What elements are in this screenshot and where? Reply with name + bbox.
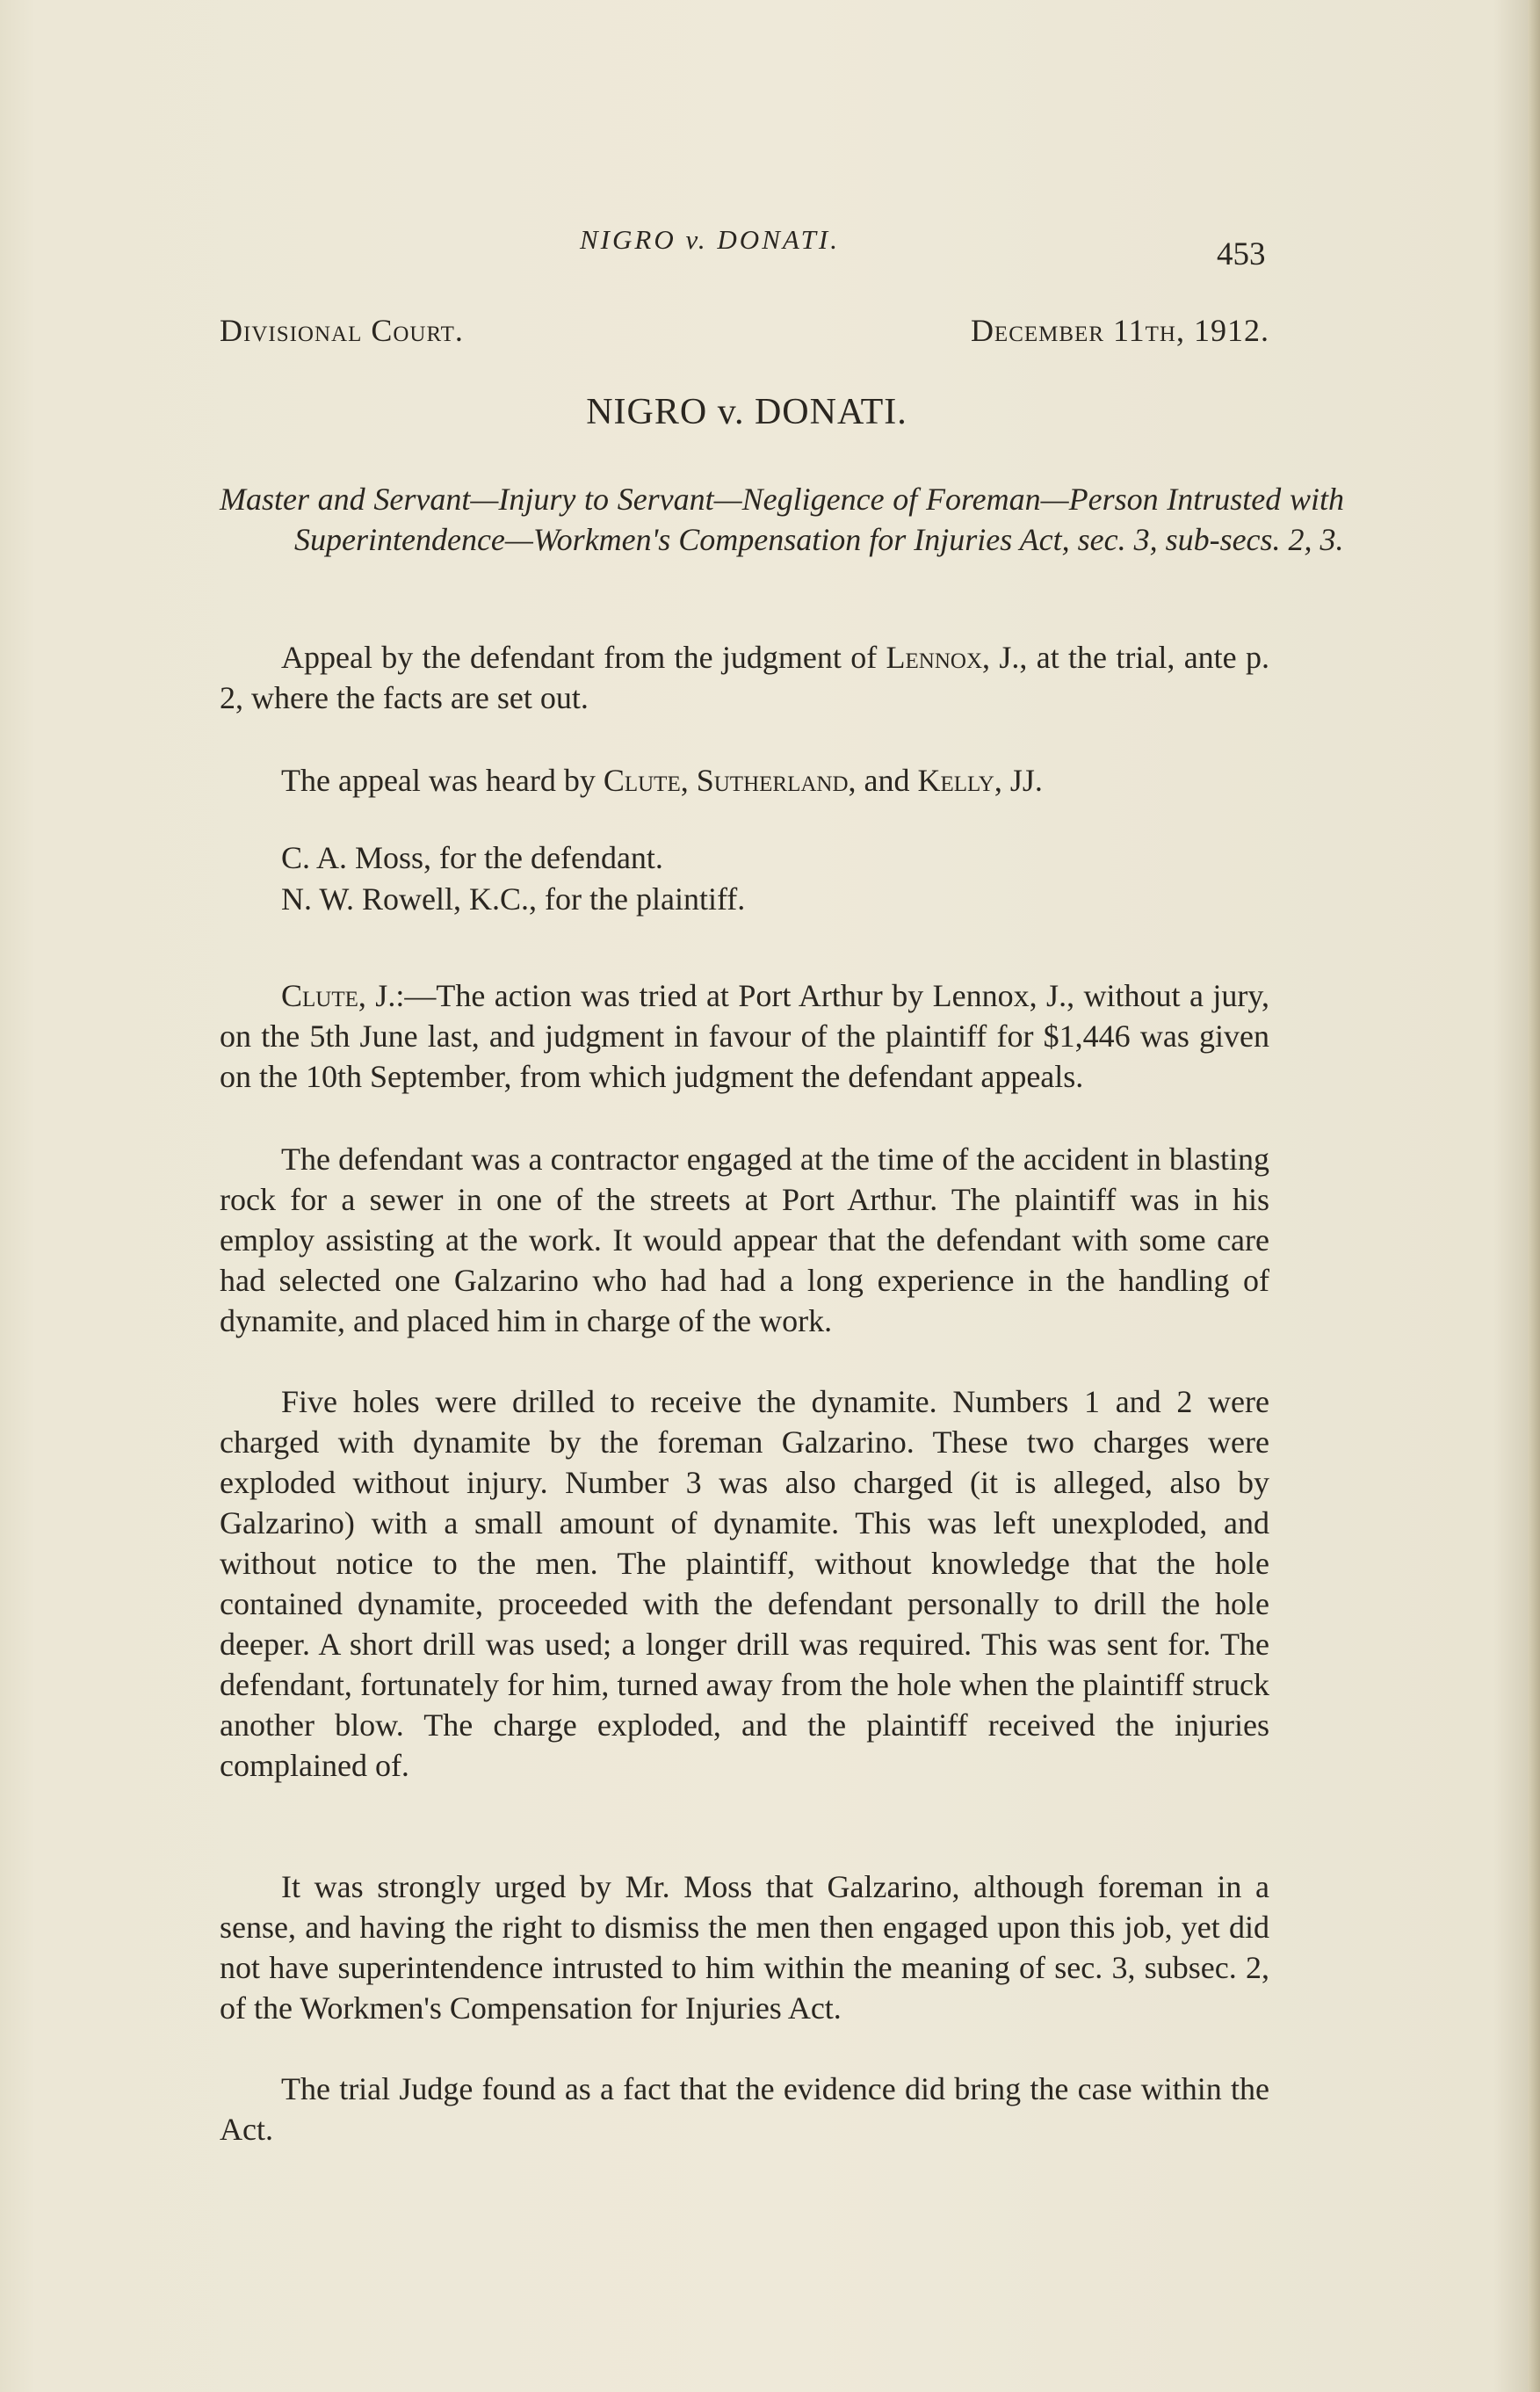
- running-head: NIGRO v. DONATI.: [580, 224, 840, 255]
- opinion-opening-text: :—The action was tried at Port Arthur by Lennox, J., without a jury, on the 5th June last, and judgment in favour of the plaintiff for $1,446 was given on the 10th September, from which judgment the defendant appeals.: [220, 978, 1270, 1094]
- counsel-plaintiff: N. W. Rowell, K.C., for the plaintiff.: [281, 881, 746, 917]
- opinion-judge: Clute, J.: [281, 978, 396, 1013]
- counsel-defendant: C. A. Moss, for the defendant.: [281, 840, 663, 875]
- opinion-paragraph: Five holes were drilled to receive the dynamite. Numbers 1 and 2 were charged with dynamite by the foreman Galzarino. These two charges were exploded without injury. Number 3 was also charged (it is alleged, also by Galzarino) with a small amount of dynamite. This was left unexploded, and without notice to the men. The plaintiff, without knowledge that the hole contained dynamite, proceeded with the defendant personally to drill the hole deeper. A short drill was used; a longer drill was required. This was sent for. The defendant, fortunately for him, turned away from the hole when the plaintiff struck another blow. The charge exploded, and the plaintiff received the injuries complained of.: [220, 1384, 1269, 1783]
- headnote: Master and Servant—Injury to Servant—Negligence of Foreman—Person Intrusted with Superintendence—Workmen's Compensation for Injuries Act, sec. 3, sub-secs. 2, 3.: [220, 482, 1344, 557]
- heard-paragraph: [220, 760, 1269, 801]
- page-edge: [1528, 0, 1540, 2392]
- opinion-paragraph: The defendant was a contractor engaged at the time of the accident in blasting rock for a sewer in one of the streets at Port Arthur. The plaintiff was in his employ assisting at the work. It would appear that the defendant with some care had selected one Galzarino who had had a long experience in the handling of dynamite, and placed him in charge of the work.: [220, 1142, 1269, 1338]
- appeal-text-end: , J., at the trial, ante p. 2, where the facts are set out.: [220, 640, 1269, 715]
- decision-date: December 11th, 1912.: [970, 313, 1269, 348]
- opinion-opening: [220, 975, 1269, 1097]
- opinion-paragraph: It was strongly urged by Mr. Moss that Galzarino, although foreman in a sense, and having the right to dismiss the men then engaged upon this job, yet did not have superintendence intrusted to him within the meaning of sec. 3, subsec. 2, of the Workmen's Compensation for Injuries Act.: [220, 1869, 1269, 2026]
- heard-text: The appeal was heard by: [281, 763, 604, 798]
- heard-last-judge: Kelly: [917, 763, 994, 798]
- opinion-paragraph: The trial Judge found as a fact that the evidence did bring the case within the Act.: [220, 2071, 1269, 2147]
- case-title: NIGRO v. DONATI.: [586, 392, 907, 432]
- appeal-paragraph: [220, 637, 1269, 718]
- appeal-judge: Lennox: [886, 640, 983, 675]
- court-name: Divisional Court.: [220, 313, 464, 348]
- heard-and: and: [856, 763, 918, 798]
- appeal-text: Appeal by the defendant from the judgment of: [281, 640, 886, 675]
- page-number: 453: [1217, 236, 1266, 272]
- heard-text-end: , JJ.: [994, 763, 1043, 798]
- heard-judges: Clute, Sutherland,: [603, 763, 857, 798]
- court-line: [220, 312, 1269, 349]
